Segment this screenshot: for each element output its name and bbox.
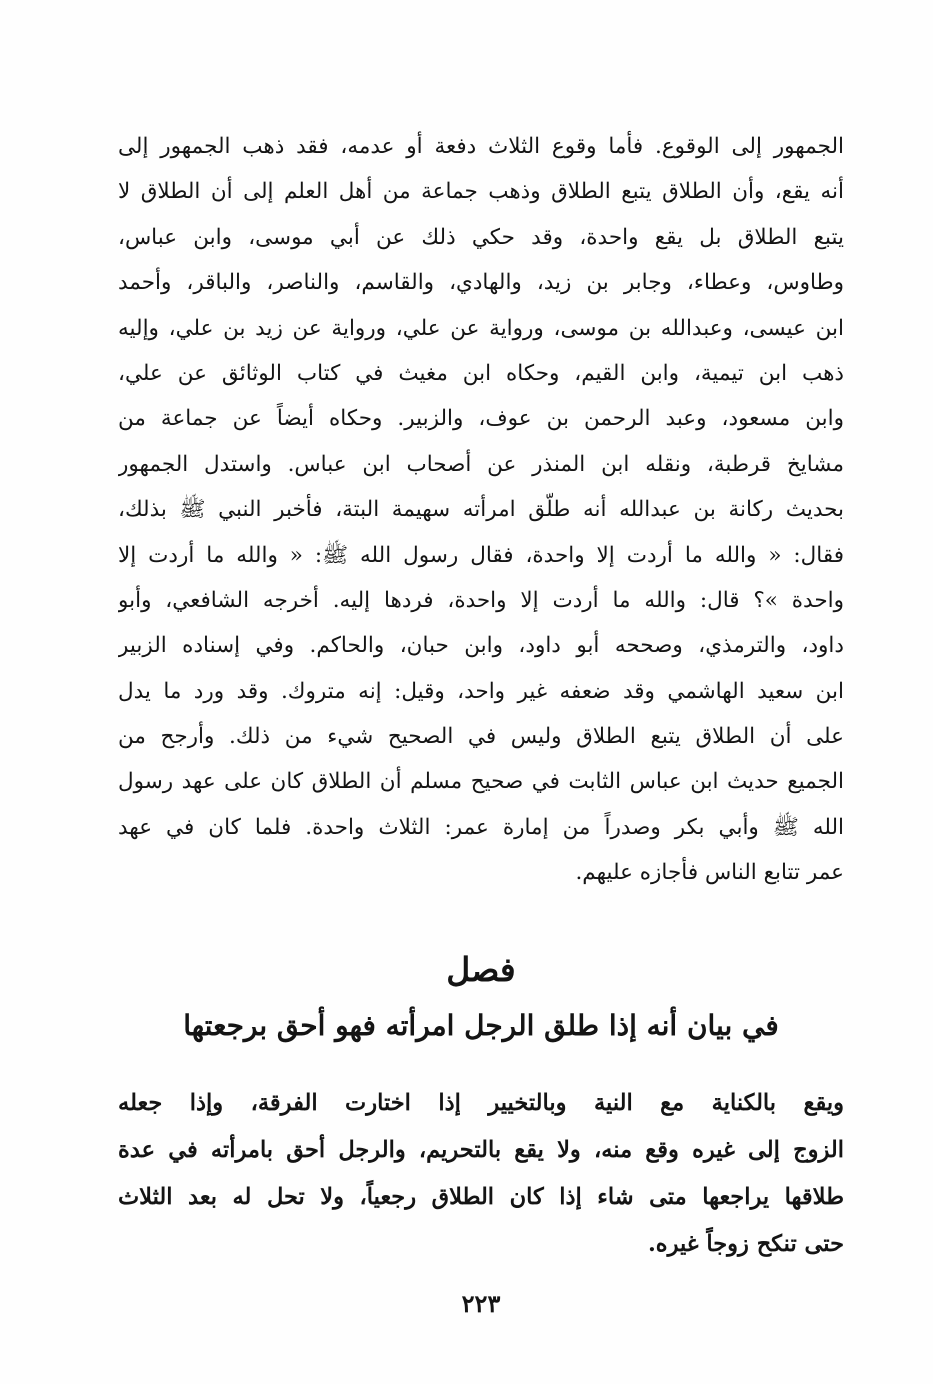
main-paragraph <box>118 124 844 896</box>
text-line: الجمهور إلى الوقوع. فأما وقوع الثلاث دفعة أو عدمه، فقد ذهب الجمهور إلى <box>118 134 844 159</box>
page-number: ٢٢٣ <box>461 1289 501 1318</box>
text-line: على أن الطلاق يتبع الطلاق وليس في الصحيح شيء من ذلك. وأرجح من <box>118 724 844 750</box>
text-line: وابن مسعود، وعبد الرحمن بن عوف، والزبير. وحكاه أيضاً عن جماعة من <box>118 406 844 432</box>
text-line: الزوج إلى غيره وقع منه، ولا يقع بالتحريم، والرجل أحق بامرأته في عدة <box>118 1137 844 1163</box>
text-line: الله ﷺ وأبي بكر وصدراً من إمارة عمر: الثلاث واحدة. فلما كان في عهد <box>118 814 844 840</box>
text-line: ابن سعيد الهاشمي وقد ضعفه غير واحد، وقيل: إنه متروك. وقد ورد ما يدل <box>118 678 844 704</box>
text-line: داود، والترمذي، وصححه أبو داود، وابن حبان، والحاكم. وفي إسناده الزبير <box>118 633 844 659</box>
text-line: ويقع بالكناية مع النية وبالتخيير إذا اختارت الفرقة، وإذا جعله <box>118 1090 844 1116</box>
text-line: أنه يقع، وأن الطلاق يتبع الطلاق وذهب جماعة من أهل العلم إلى أن الطلاق لا <box>118 179 844 205</box>
text-line: فقال: « والله ما أردت إلا واحدة، فقال رسول الله ﷺ: « والله ما أردت إلا <box>118 542 844 568</box>
text-line: يتبع الطلاق بل يقع واحدة، وقد حكي ذلك عن أبي موسى، وابن عباس، <box>118 224 844 250</box>
text-line: واحدة »؟ قال: والله ما أردت إلا واحدة، فردها إليه. أخرجه الشافعي، وأبو <box>118 587 844 613</box>
text-line: وطاوس، وعطاء، وجابر بن زيد، والهادي، والقاسم، والناصر، والباقر، وأحمد <box>118 270 844 296</box>
section-subheading: في بيان أنه إذا طلق الرجل امرأته فهو أحق برجعتها <box>183 1009 779 1042</box>
text-line: عمر تتابع الناس فأجازه عليهم. <box>575 860 844 886</box>
text-line: ابن عيسى، وعبدالله بن موسى، ورواية عن علي، ورواية عن زيد بن علي، وإليه <box>118 315 844 341</box>
text-line: مشايخ قرطبة، ونقله ابن المنذر عن أصحاب ابن عباس. واستدل الجمهور <box>118 451 844 477</box>
text-line: طلاقها يراجعها متى شاء إذا كان الطلاق رجعياً، ولا تحل له بعد الثلاث <box>118 1184 844 1210</box>
text-line: ذهب ابن تيمية، وابن القيم، وحكاه ابن مغيث في كتاب الوثائق عن علي، <box>118 360 844 386</box>
text-line: الجميع حديث ابن عباس الثابت في صحيح مسلم أن الطلاق كان على عهد رسول <box>118 769 844 795</box>
section-heading: فصل <box>446 950 516 989</box>
text-line: حتى تنكح زوجاً غيره. <box>647 1231 844 1257</box>
bold-paragraph <box>118 1080 844 1268</box>
text-line: بحديث ركانة بن عبدالله أنه طلّق امرأته سهيمة البتة، فأخبر النبي ﷺ بذلك، <box>118 497 844 523</box>
